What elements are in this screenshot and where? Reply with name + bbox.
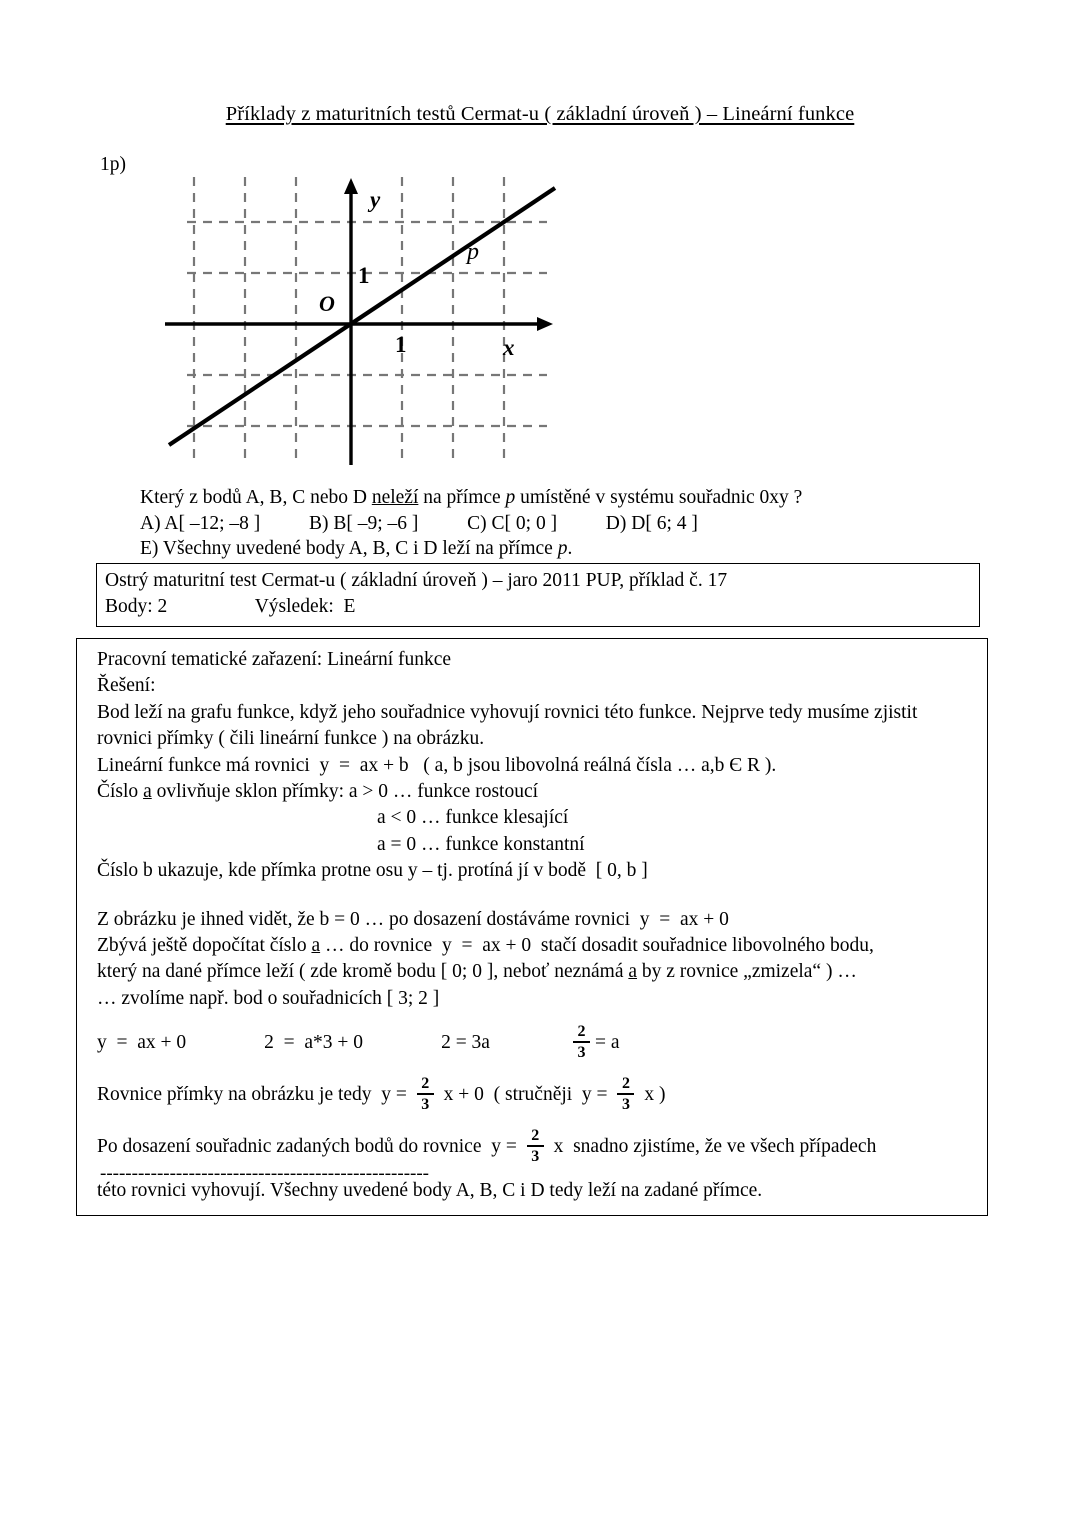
fraction-denominator: 3 (621, 1096, 630, 1114)
fraction-numerator: 2 (531, 1127, 540, 1145)
para4-variable: a (311, 935, 321, 957)
exam-points-result-line: Body: 2 Výsledek: E (105, 596, 356, 617)
solution-paragraph-4 (97, 933, 973, 959)
solution-final-line-2: této rovnici vyhovují. Všechny uvedené body A, B, C i D tedy leží na zadané přímce. (97, 1180, 763, 1202)
para5-part2: by z rovnice „zmizela“ ) … (637, 961, 857, 983)
solution-heading: Řešení: (97, 675, 156, 697)
solution-slope-case-2: a < 0 … funkce klesající (377, 807, 569, 829)
para5-part1: který na dané přímce leží ( zde kromě bodu [ 0; 0 ], neboť neznámá (97, 961, 629, 983)
solution-equation-steps (97, 1024, 973, 1062)
fraction-bar (617, 1093, 634, 1095)
solution-paragraph-3: Z obrázku je ihned vidět, že b = 0 … po dosazení dostáváme rovnici y = ax + 0 (97, 908, 729, 930)
y-axis-arrow-icon (344, 178, 358, 194)
question-prompt-part2: na přímce (418, 487, 506, 508)
solution-box (76, 638, 988, 1216)
fraction-denominator: 3 (577, 1044, 586, 1062)
question-option-e-part2: . (567, 538, 573, 559)
y-tick-label-1: 1 (358, 263, 370, 288)
para4-part2: … do rovnice y = ax + 0 stačí dosadit souřadnice libovolného bodu, (320, 935, 874, 957)
solution-final-line-1 (97, 1128, 973, 1166)
solution-paragraph-6: … zvolíme např. bod o souřadnicích [ 3; 2 ] (97, 987, 440, 1009)
fraction-numerator: 2 (577, 1023, 586, 1041)
graph-svg (155, 165, 565, 465)
question-prompt-part3: umístěné v systému souřadnic 0xy ? (515, 487, 803, 508)
line-label-p: p (467, 239, 479, 265)
para5-variable: a (628, 961, 638, 983)
x-axis-label: x (503, 335, 515, 360)
final-part2: x snadno zjistíme, že ve všech případech (548, 1136, 877, 1158)
equation-step-1: y = ax + 0 (97, 1032, 187, 1054)
result-part3: x ) (639, 1084, 666, 1106)
x-axis-arrow-icon (537, 317, 553, 331)
origin-label: O (319, 291, 335, 316)
bottom-separator: ---------------------------------------------------- (100, 1163, 430, 1184)
fraction-bar (573, 1041, 590, 1043)
question-prompt (140, 485, 970, 511)
solution-slope-intro (97, 779, 973, 805)
exercise-points-label: 1p) (100, 154, 126, 175)
question-options-row[interactable]: A) A[ –12; –8 ] B) B[ –9; –6 ] C) C[ 0; 0 ] D) D[ 6; 4 ] (140, 512, 698, 534)
question-option-e-part1: E) Všechny uvedené body A, B, C i D leží na přímce (140, 538, 558, 559)
exam-meta-box (96, 563, 980, 627)
solution-intercept-note: Číslo b ukazuje, kde přímka protne osu y – tj. protíná jí v bodě [ 0, b ] (97, 860, 648, 882)
fraction-two-thirds-4 (527, 1127, 544, 1165)
fraction-denominator: 3 (421, 1096, 430, 1114)
final-part1: Po dosazení souřadnic zadaných bodů do rovnice y = (97, 1136, 522, 1158)
solution-slope-case-3: a = 0 … funkce konstantní (377, 833, 585, 855)
exam-source-line: Ostrý maturitní test Cermat-u ( základní úroveň ) – jaro 2011 PUP, příklad č. 17 (105, 570, 728, 591)
solution-topic: Pracovní tematické zařazení: Lineární funkce (97, 649, 452, 670)
fraction-two-thirds-3 (617, 1075, 634, 1113)
page-title (0, 103, 1080, 126)
slope-intro-part2: ovlivňuje sklon přímky: a > 0 … funkce rostoucí (151, 781, 539, 803)
grid-lines (187, 177, 547, 461)
para4-part1: Zbývá ještě dopočítat číslo (97, 935, 312, 957)
fraction-numerator: 2 (421, 1075, 430, 1093)
fraction-bar (527, 1145, 544, 1147)
result-part2: x + 0 ( stručněji y = (438, 1084, 613, 1106)
fraction-numerator: 2 (621, 1075, 630, 1093)
line-p (169, 188, 555, 445)
solution-result-line (97, 1076, 973, 1114)
slope-intro-part1: Číslo (97, 781, 144, 803)
question-prompt-line-name: p (505, 487, 516, 508)
question-option-e[interactable] (140, 536, 970, 562)
equation-step-4-suffix: = a (594, 1032, 620, 1054)
page-title-text: Příklady z maturitních testů Cermat-u ( základní úroveň ) – Lineární funkce (225, 103, 855, 125)
solution-paragraph-5 (97, 959, 973, 985)
equation-step-2: 2 = a*3 + 0 (264, 1032, 364, 1054)
y-axis-label: y (370, 187, 381, 212)
fraction-two-thirds-2 (417, 1075, 434, 1113)
result-part1: Rovnice přímky na obrázku je tedy y = (97, 1084, 412, 1106)
question-prompt-negation: neleží (371, 487, 419, 508)
fraction-two-thirds-1 (573, 1023, 590, 1061)
question-option-e-line-name: p (557, 538, 568, 559)
fraction-bar (417, 1093, 434, 1095)
question-block (140, 485, 970, 562)
solution-paragraph-1: Bod leží na grafu funkce, když jeho souřadnice vyhovují rovnici této funkce. Nejprve tedy musíme zjistit rovnici přímky ( čili lineární funkce ) na obrázku. (97, 701, 923, 750)
equation-step-3: 2 = 3a (441, 1032, 490, 1054)
solution-paragraph-2: Lineární funkce má rovnici y = ax + b ( a, b jsou libovolná reálná čísla … a,b Є R ). (97, 754, 777, 776)
linear-function-graph (155, 165, 565, 465)
question-prompt-part1: Který z bodů A, B, C nebo D (140, 487, 372, 508)
fraction-denominator: 3 (531, 1148, 540, 1166)
x-tick-label-1: 1 (395, 332, 407, 357)
slope-intro-variable: a (143, 781, 152, 803)
